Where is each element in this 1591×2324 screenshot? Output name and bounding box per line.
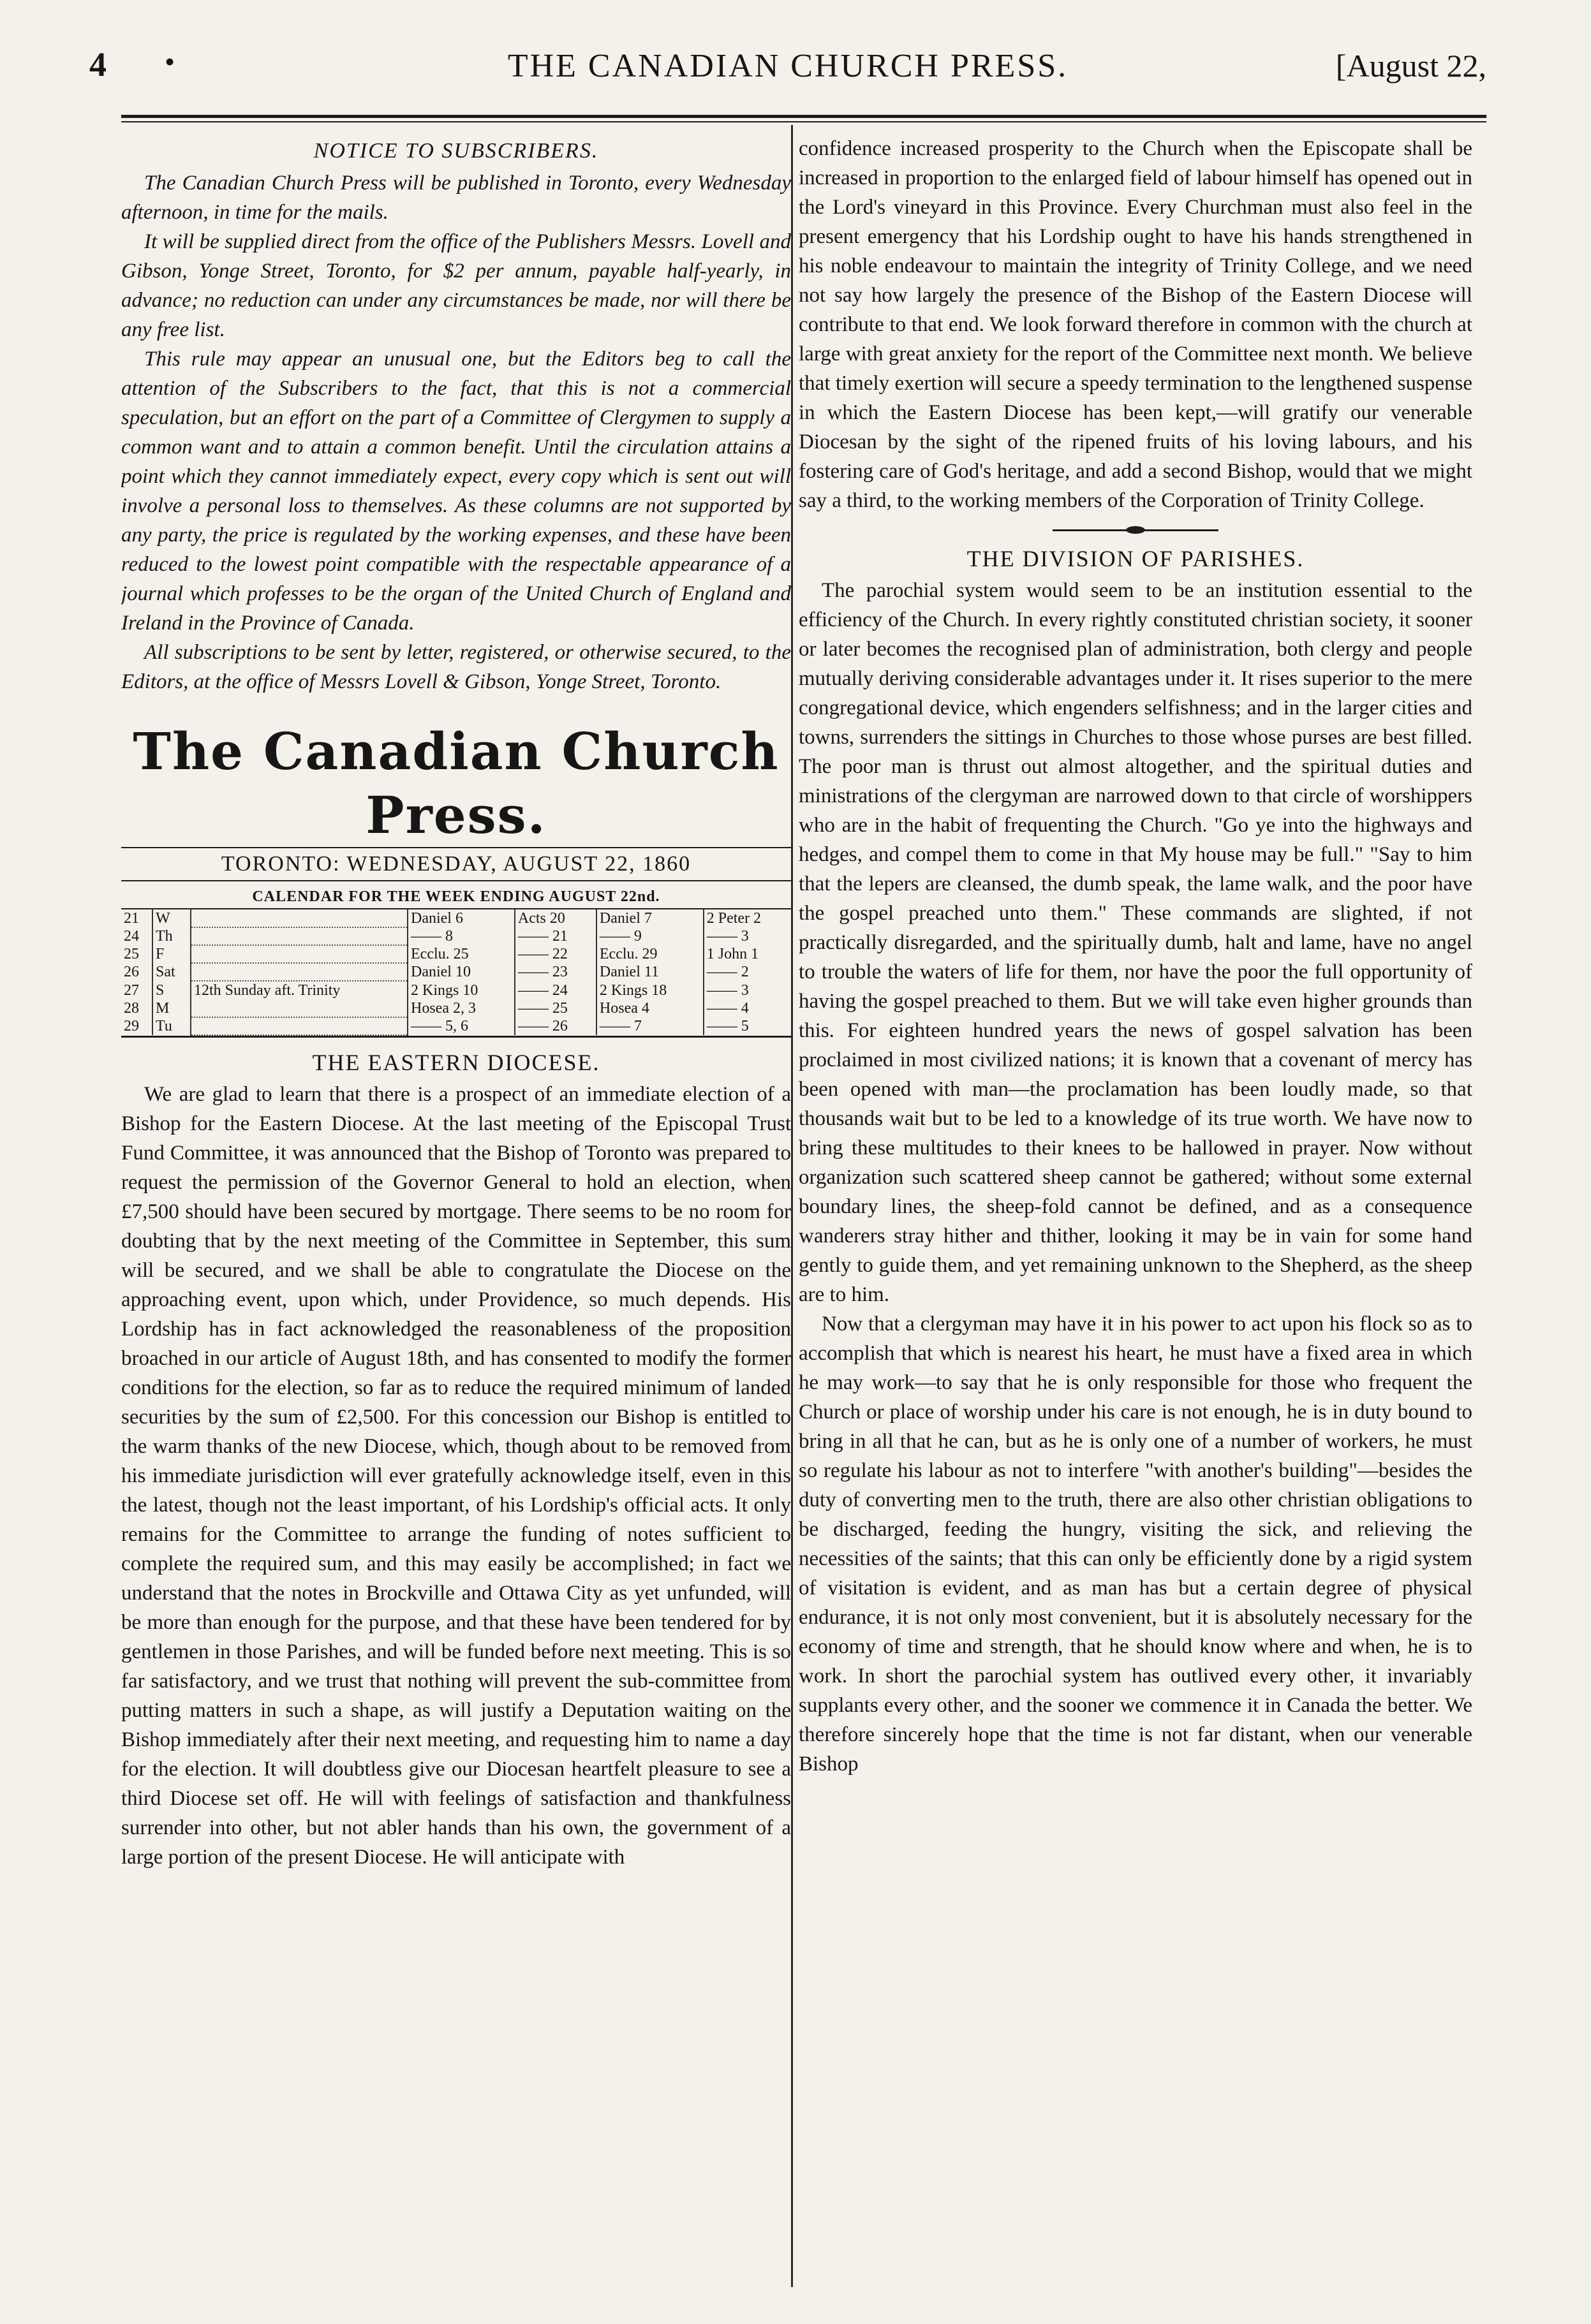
calendar-weekday: Sat: [152, 963, 191, 981]
notice-heading: NOTICE TO SUBSCRIBERS.: [313, 139, 599, 163]
calendar-lesson: —— 23: [515, 963, 596, 981]
calendar-lesson: —— 7: [596, 1017, 704, 1035]
calendar-row: [121, 999, 791, 1017]
calendar-row: [121, 963, 791, 981]
calendar-lesson: —— 2: [706, 964, 749, 980]
calendar-lesson: —— 9: [596, 927, 704, 945]
calendar-lesson: Daniel 6: [408, 909, 515, 927]
calendar-weekday: Th: [152, 927, 191, 945]
header-rule: [121, 115, 1486, 118]
running-head: [89, 45, 1486, 89]
calendar-event: [191, 963, 408, 981]
calendar-lesson: —— 21: [515, 927, 596, 945]
calendar-day: 21: [121, 909, 152, 927]
calendar-heading: CALENDAR FOR THE WEEK ENDING AUGUST 22nd.: [252, 888, 660, 905]
section-separator: [1053, 529, 1218, 531]
calendar-lesson: Hosea 2, 3: [408, 999, 515, 1017]
notice-paragraph: All subscriptions to be sent by letter, registered, or otherwise secured, to the Editors, at the office of Messrs Lovell & Gibson, Yonge Street, Toronto.: [121, 641, 791, 693]
calendar-row: [121, 945, 791, 963]
calendar-lesson: —— 22: [515, 945, 596, 963]
running-date: [August 22,: [1335, 48, 1486, 84]
calendar-event: [191, 999, 408, 1017]
calendar-row: [121, 1017, 791, 1035]
right-column: [799, 125, 1472, 2293]
eastern-diocese-heading: THE EASTERN DIOCESE.: [312, 1050, 600, 1075]
header-rule-thin: [121, 121, 1486, 122]
calendar-day: 24: [121, 927, 152, 945]
calendar-day: 28: [121, 999, 152, 1017]
masthead-title: The Canadian Church Press.: [133, 721, 780, 845]
calendar-weekday: F: [152, 945, 191, 963]
calendar-lesson: —— 26: [515, 1017, 596, 1035]
notice-paragraph: It will be supplied direct from the office of the Publishers Messrs. Lovell and Gibson, Yonge Street, Toronto, for $2 per annum, payable half-yearly, in advance; no reduction can under any circumstances be made, nor will there be any free list.: [121, 230, 791, 341]
page-number: 4: [89, 45, 107, 84]
calendar-weekday: Tu: [152, 1017, 191, 1035]
running-title: THE CANADIAN CHURCH PRESS.: [507, 48, 1069, 84]
notice-paragraph: The Canadian Church Press will be published in Toronto, every Wednesday afternoon, in time for the mails.: [121, 172, 791, 224]
eastern-diocese-text: We are glad to learn that there is a prospect of an immediate election of a Bishop for the Eastern Diocese. At the last meeting of the Episcopal Trust Fund Committee, it was announced that the Bishop of Toronto was prepared to request the permission of the Governor General to hold an election, when £7,500 should have been secured by mortgage. There seems to be no room for doubting that by the next meeting of the Committee in September, this sum will be secured, and we shall be able to congratulate the Diocese on the approaching event, upon which, under Providence, so much depends. His Lordship has in fact acknowledged the reasonableness of the proposition broached in our article of August 18th, and has consented to modify the former conditions for the election, so far as to reduce the required minimum of landed securities by the sum of £2,500. For this concession our Bishop is entitled to the warm thanks of the new Diocese, which, though about to be removed from his immediate jurisdiction will ever gratefully acknowledge itself, even in this the latest, though not the least important, of his Lordship's official acts. It only remains for the Committee to arrange the funding of notes sufficient to complete the required sum, and this may easily be accomplished; in fact we understand that the notes in Brockville and Ottawa City as yet unfunded, will be more than enough for the purpose, and that these have been tendered for by gentlemen in those Parishes, and will be funded before next meeting. This is so far satisfactory, and we trust that nothing will prevent the sub-committee from putting matters in such a shape, as will justify a Deputation waiting on the Bishop immediately after their next meeting, and requesting him to name a day for the election. It will doubtless give our Diocesan heartfelt pleasure to see a third Diocese set off. He will with feelings of satisfaction and thankfulness surrender into other, but not abler hands than his own, the government of a large portion of the present Diocese. He will anticipate with: [121, 1083, 791, 1869]
calendar-lesson: —— 24: [515, 981, 596, 999]
calendar-event: 12th Sunday aft. Trinity: [191, 981, 408, 999]
calendar-lesson: Ecclu. 29: [596, 945, 704, 963]
calendar-lesson: Ecclu. 25: [408, 945, 515, 963]
calendar-lesson: 2 Kings 18: [596, 981, 704, 999]
calendar-event: [191, 909, 408, 927]
calendar-table: [121, 909, 791, 1036]
parishes-paragraph: The parochial system would seem to be an institution essential to the efficiency of the Church. In every rightly constituted christian society, it sooner or later becomes the recognised plan of administration, both clergy and people mutually deriving considerable advantages under it. It rises superior to the mere congregational device, which engenders selfishness; and in the larger cities and towns, surrenders the sittings in Churches to those whose purses are best filled. The poor man is thrust out almost altogether, and the spiritual duties and ministrations of the clergyman are narrowed down to that circle of worshippers who are in the habit of frequenting the Church. "Go ye into the highways and hedges, and compel them to come in that My house may be full." "Say to him that the lepers are cleansed, the dumb speak, the lame walk, and the poor have the gospel preached unto them." These commands are slighted, if not practically disregarded, and the spiritually dumb, halt and lame, have no angel to trouble the waters of life for them, nor have the poor the full opportunity of having the gospel preached to them. But we will take even higher grounds than this. For eighteen hundred years the news of gospel salvation has been proclaimed in most civilized nations; it is known that a covenant of mercy has been opened with man—the proclamation has been loudly made, so that thousands wait but to be led to a knowledge of its true worth. We have now to bring these multitudes to their knees to be hallowed in prayer. Now without organization such scattered sheep cannot be gathered; without some external boundary lines, the sheep-fold cannot be defined, and as a consequence wanderers stray hither and thither, looking it may be in vain for some hand gently to guide them, and yet remaining unknown to the Shepherd, as the sheep are to him.: [799, 579, 1472, 1306]
calendar-weekday: S: [152, 981, 191, 999]
calendar-event: [191, 1017, 408, 1035]
printer-mark: •: [165, 45, 175, 78]
calendar-day: 25: [121, 945, 152, 963]
eastern-diocese-continued: confidence increased prosperity to the Church when the Episcopate shall be increased in proportion to the enlarged field of labour himself has opened out in the Lord's vineyard in this Province. Every Churchman must also feel in the present emergency that his Lordship ought to have his hands strengthened in his noble endeavour to maintain the integrity of Trinity College, and we need not say how largely the presence of the Bishop of the Eastern Diocese will contribute to that end. We look forward therefore in common with the church at large with great anxiety for the report of the Committee next month. We believe that timely exertion will secure a speedy termination to the lengthened suspense in which the Eastern Diocese has been kept,—will gratify our venerable Diocesan by the sight of the ripened fruits of his loving labours, and his fostering care of God's heritage, and add a second Bishop, would that we might say a third, to the working members of the Corporation of Trinity College.: [799, 137, 1472, 512]
calendar-lesson: Daniel 7: [596, 909, 704, 927]
calendar-row: [121, 927, 791, 945]
calendar-lesson: Acts 20: [515, 909, 596, 927]
column-rule: [791, 125, 793, 2287]
calendar-lesson: 2 Kings 10: [408, 981, 515, 999]
calendar-lesson: —— 5: [706, 1018, 749, 1034]
calendar-lesson: Daniel 11: [596, 963, 704, 981]
calendar-event: [191, 945, 408, 963]
calendar-row: [121, 981, 791, 999]
calendar-lesson: —— 5, 6: [408, 1017, 515, 1035]
calendar-weekday: W: [152, 909, 191, 927]
left-column: [121, 125, 791, 2293]
calendar-day: 29: [121, 1017, 152, 1035]
calendar-lesson: 1 John 1: [706, 946, 759, 962]
calendar-weekday: M: [152, 999, 191, 1017]
parishes-heading: THE DIVISION OF PARISHES.: [966, 546, 1305, 571]
calendar-lesson: —— 8: [408, 927, 515, 945]
calendar-lesson: Daniel 10: [408, 963, 515, 981]
calendar-lesson: —— 3: [706, 928, 749, 945]
calendar-day: 26: [121, 963, 152, 981]
calendar-lesson: 2 Peter 2: [706, 910, 762, 927]
calendar-lesson: —— 25: [515, 999, 596, 1017]
calendar-day: 27: [121, 981, 152, 999]
parishes-paragraph: Now that a clergyman may have it in his power to act upon his flock so as to accomplish that which is nearest his heart, he must have a fixed area in which he may work—to say that he is only responsible for those who frequent the Church or place of worship under his care is not enough, he is in duty bound to bring in all that he can, but as he is only one of a number of workers, he must so regulate his labour as not to interfere "with another's building"—besides the duty of converting men to the truth, there are also other christian obligations to be discharged, feeding the hungry, visiting the sick, and relieving the necessities of the saints; that this can only be efficiently done by a rigid system of visitation is evident, and as man has but a certain degree of physical endurance, it is not only most convenient, but it is absolutely necessary for the economy of time and strength, that he should know where and when, he is to work. In short the parochial system has outlived every other, it invariably supplants every other, and the sooner we commence it in Canada the better. We therefore sincerely hope that the time is not far distant, when our venerable Bishop: [799, 1313, 1472, 1776]
notice-paragraph: This rule may appear an unusual one, but the Editors beg to call the attention of the Subscribers to the fact, that this is not a commercial speculation, but an effort on the part of a Committee of Clergymen to supply a common want and to attain a common benefit. Until the circulation attains a point which they cannot immediately expect, every copy which is sent out will involve a personal loss to themselves. As these columns are not supported by any party, the price is regulated by the working expenses, and these have been reduced to the lowest point compatible with the respectable appearance of a journal which professes to be the organ of the United Church of England and Ireland in the Province of Canada.: [121, 348, 791, 635]
calendar-lesson: —— 3: [706, 982, 749, 999]
calendar-lesson: —— 4: [706, 1000, 749, 1017]
masthead-dateline: TORONTO: WEDNESDAY, AUGUST 22, 1860: [221, 852, 692, 876]
calendar-row: [121, 909, 791, 927]
calendar-lesson: Hosea 4: [596, 999, 704, 1017]
calendar-event: [191, 927, 408, 945]
